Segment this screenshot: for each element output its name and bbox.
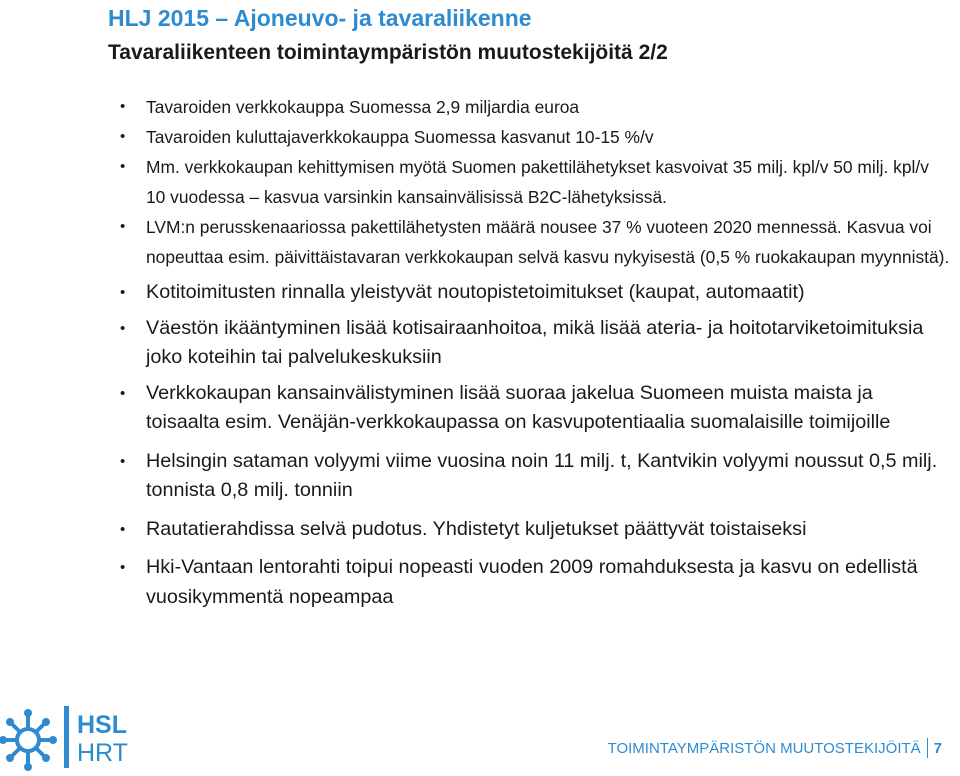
list-item [110,553,950,612]
list-item [110,122,950,152]
page-number: 7 [933,739,942,757]
list-item [110,314,950,373]
bullet-text: Verkkokaupan kansainvälistyminen lisää suoraa jakelua Suomeen muista maista ja toisaalta esim. Venäjän-verkkokaupassa on kasvupotentiaalia suomalaisille toimijoille [146,381,891,433]
bullet-icon: • [120,559,126,576]
list-item [110,515,950,545]
bullet-text: Tavaroiden verkkokauppa Suomessa 2,9 miljardia euroa [146,97,580,117]
slide-title: HLJ 2015 – Ajoneuvo- ja tavaraliikenne [108,5,532,31]
bullet-icon: • [120,284,126,301]
bullet-icon: • [120,98,126,115]
bullet-text: Kotitoimitusten rinnalla yleistyvät noutopistetoimitukset (kaupat, automaatit) [146,281,805,303]
list-item [110,447,950,506]
bullet-icon: • [120,218,126,235]
footer-divider [927,738,928,758]
list-item [110,212,950,272]
bullet-text: Tavaroiden kuluttajaverkkokauppa Suomessa kasvanut 10-15 %/v [146,127,654,147]
bullet-icon: • [120,128,126,145]
bullet-text: Helsingin sataman volyymi viime vuosina noin 11 milj. t, Kantvikin volyymi noussut 0,5 milj. tonnista 0,8 milj. tonniin [146,449,938,501]
hsl-logo [0,700,150,776]
bullet-text: Rautatierahdissa selvä pudotus. Yhdistetyt kuljetukset päättyvät toistaiseksi [146,517,807,540]
bullet-icon: • [120,520,126,538]
bullet-text: LVM:n perusskenaariossa pakettilähetysten määrä nousee 37 % vuoteen 2020 mennessä. Kasvua voi nopeuttaa esim. päivittäistavaran verkkokaupan selvä kasvu nykyisestä (0,5 % ruokakaupan myynnistä). [146,217,950,267]
logo-text-hrt: HRT [77,739,128,767]
bullet-icon: • [120,452,126,470]
list-item [110,278,950,308]
bullet-icon: • [120,384,126,402]
footer-section-label: TOIMINTAYMPÄRISTÖN MUUTOSTEKIJÖITÄ [607,739,921,757]
list-item [110,92,950,122]
list-item [110,152,950,212]
bullet-text: Mm. verkkokaupan kehittymisen myötä Suomen pakettilähetykset kasvoivat 35 milj. kpl/v 50 milj. kpl/v 10 vuodessa – kasvua varsinkin kansainvälisissä B2C-lähetyksissä. [146,157,929,207]
bullet-text: Hki-Vantaan lentorahti toipui nopeasti vuoden 2009 romahduksesta ja kasvu on edellistä vuosikymmentä nopeampaa [146,556,918,608]
bullet-icon: • [120,158,126,175]
bullet-list [110,92,950,612]
slide-subtitle: Tavaraliikenteen toimintaympäristön muutostekijöitä 2/2 [108,41,668,64]
bullet-icon: • [120,319,126,337]
bullet-text: Väestön ikääntyminen lisää kotisairaanhoitoa, mikä lisää ateria- ja hoitotarviketoimituksia joko koteihin tai palvelukeskuksiin [146,316,924,368]
list-item [110,379,950,438]
hsl-network-logo-icon [0,700,150,771]
logo-text-hsl: HSL [77,711,127,739]
footer [608,738,942,758]
